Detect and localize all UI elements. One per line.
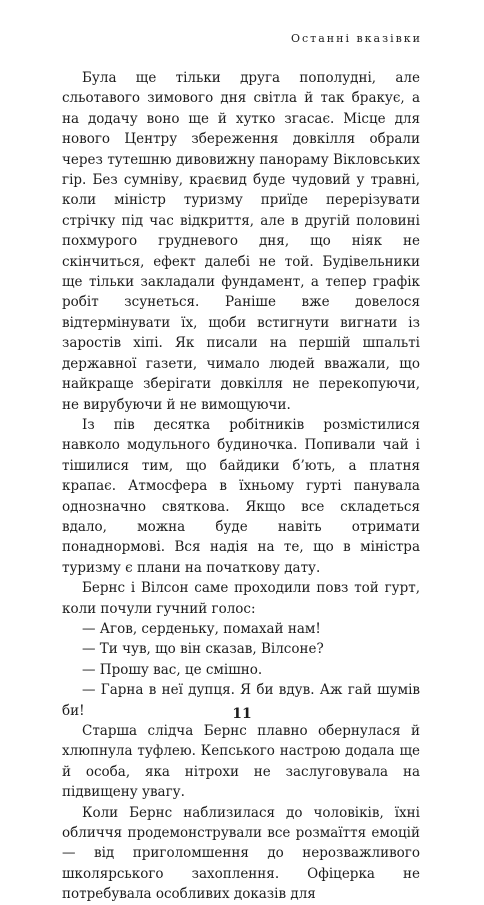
- page-number: 11: [232, 706, 252, 722]
- paragraph: Коли Бернс наблизилася до чоловіків, їхні обличчя продемонстрували все розмаїття емоцій — від приголомшення до нерозважливого школярського захоплення. Офіцерка не потребувала особливих доказів для: [62, 804, 420, 903]
- paragraph: Старша слідча Бернс плавно обернулася й хлюпнула туфлею. Кепського настрою додала ще й особа, яка нітрохи не заслуговувала на підвищену увагу.: [62, 723, 420, 801]
- running-header: Останні вказівки: [290, 32, 422, 45]
- paragraph: Із пів десятка робітників розмістилися навколо модульного будиночка. Попивали чай і тішилися тим, що байдики б’ють, а платня крапає. Атмосфера в їхньому гурті панувала однозначно святкова. Якщо все складеться вдало, можна буде навіть отримати понаднормові. Вся надія на те, що в міністра туризму є плани на початкову дату.: [62, 416, 420, 576]
- dialogue-line: — Ти чув, що він сказав, Вілсоне?: [82, 641, 324, 658]
- dialogue-line: — Прошу вас, це смішно.: [82, 661, 263, 678]
- paragraph: Була ще тільки друга пополудні, але сльотавого зимового дня світла й так бракує, а на додачу воно ще й хутко згасає. Місце для нового Центру збереження довкілля обрали через тутешню дивовижну панораму Вікловських гір. Без сумніву, краєвид буде чудовий у травні, коли міністр туризму приїде перерізувати стрічку під час відкриття, але в другій половині похмурого грудневого дня, що ніяк не скінчиться, ефект далебі не той. Будівельники ще тільки закладали фундамент, а тепер графік робіт зсунеться. Раніше вже довелося відтермінувати їх, щоби встигнути вигнати із заростів хіпі. Як писали на першій шпальті державної газети, чимало людей вважали, що найкраще зберігати довкілля не перекопуючи, не вирубуючи й не вимощуючи.: [62, 70, 420, 413]
- dialogue-line: — Агов, серденьку, помахай нам!: [82, 620, 321, 637]
- body-text: [62, 68, 420, 905]
- dialogue-line: — Гарна в неї дупця. Я би вдув. Аж гай шумів би!: [62, 682, 420, 719]
- paragraph: Бернс і Вілсон саме проходили повз той гурт, коли почули гучний голос:: [62, 580, 420, 617]
